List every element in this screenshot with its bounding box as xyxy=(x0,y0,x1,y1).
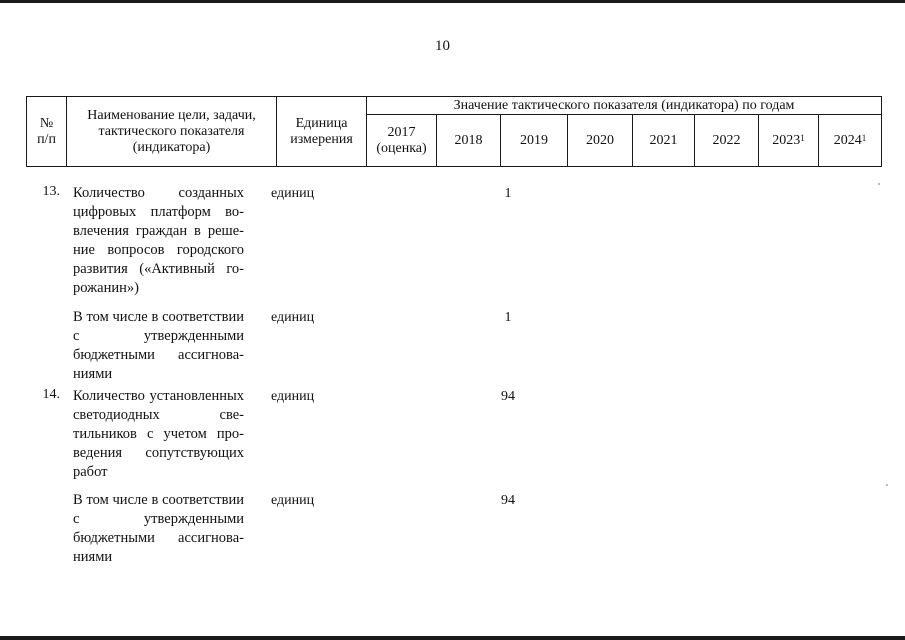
scan-speck xyxy=(886,484,888,486)
header-year-2019: 2019 xyxy=(501,115,568,167)
row-indicator-name: В том числе в соответствии с утвержденными бюджетными ассигнованиями xyxy=(73,492,244,565)
footnote-marker: 1 xyxy=(800,132,805,143)
row-value-2019: 1 xyxy=(504,310,512,325)
row-number: 14. xyxy=(42,387,60,402)
row-value-2019: 94 xyxy=(501,389,515,404)
row-indicator-name: В том числе в соответствии с утвержденными бюджетными ассигнованиями xyxy=(73,309,244,382)
header-year-label: 2024 xyxy=(833,132,862,148)
header-year-2018: 2018 xyxy=(437,115,501,167)
scan-bottom-edge xyxy=(0,636,905,640)
row-unit: единиц xyxy=(271,389,315,404)
scan-speck xyxy=(878,183,880,185)
header-years-group: Значение тактического показателя (индикатора) по годам xyxy=(367,97,882,115)
row-indicator-name: Количество созданных цифровых платформ вовлечения граждан в решение вопросов городского развития («Активный горожанин») xyxy=(73,185,244,296)
header-year-label: 2017 xyxy=(387,124,416,140)
row-indicator-name: Количество установленных светодиодных светильников с учетом проведения сопутствующих работ xyxy=(73,388,244,480)
header-year-2024 xyxy=(819,115,882,167)
row-value-2019: 1 xyxy=(504,186,512,201)
header-unit-col: Единица измерения xyxy=(277,97,367,167)
row-unit: единиц xyxy=(271,493,315,508)
scan-top-edge xyxy=(0,0,905,3)
row-value-2019: 94 xyxy=(501,493,515,508)
row-unit: единиц xyxy=(271,310,315,325)
footnote-marker: 1 xyxy=(861,132,867,143)
header-year-label: 2023 xyxy=(772,132,801,148)
header-year-2017 xyxy=(367,115,437,167)
row-number: 13. xyxy=(42,184,60,199)
indicator-header-table xyxy=(26,96,882,167)
header-year-2020: 2020 xyxy=(568,115,633,167)
header-year-2022: 2022 xyxy=(695,115,759,167)
header-num-col: № п/п xyxy=(27,97,67,167)
page-number: 10 xyxy=(435,38,450,54)
row-unit: единиц xyxy=(271,186,315,201)
header-year-note: (оценка) xyxy=(376,140,427,156)
header-year-2023 xyxy=(759,115,819,167)
header-year-2021: 2021 xyxy=(633,115,695,167)
header-name-col: Наименование цели, задачи, тактического показателя (индикатора) xyxy=(67,97,277,167)
